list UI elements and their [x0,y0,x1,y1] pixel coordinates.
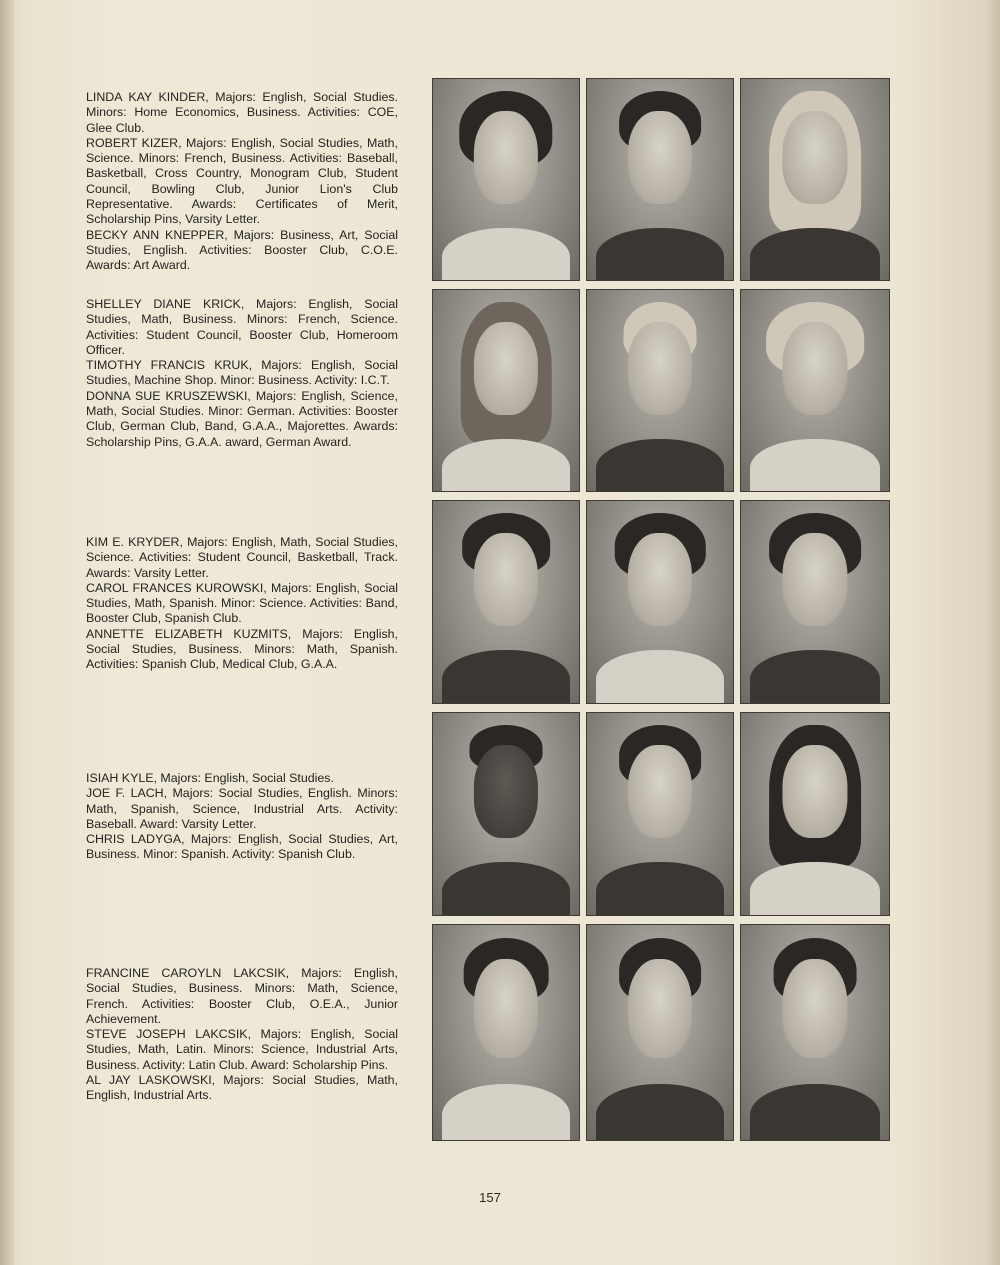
portrait-photo [740,924,890,1141]
senior-bio: BECKY ANN KNEPPER, Majors: Business, Art, Social Studies, English. Activities: Booster Club, C.O.E. Awards: Art Award. [86,227,398,273]
senior-bio: SHELLEY DIANE KRICK, Majors: English, Social Studies, Math, Business. Minors: French, Science. Activities: Student Council, Booster Club, Homeroom Officer. [86,297,398,357]
portrait-photo [432,78,580,281]
portrait-photo [432,712,580,916]
portrait-photo [586,924,734,1141]
senior-bio: DONNA SUE KRUSZEWSKI, Majors: English, Science, Math, Social Studies. Minor: German. Activities: Booster Club, German Club, Band, G.A.A., Majorettes. Awards: Scholarship Pins, G.A.A. award, German Award. [86,388,398,449]
portrait-photo [586,500,734,704]
portrait-photo [740,289,890,492]
portrait-photo [432,924,580,1141]
senior-bios-row-1 [86,90,398,274]
book-spine-shadow [0,0,14,1265]
senior-bio: TIMOTHY FRANCIS KRUK, Majors: English, Social Studies, Machine Shop. Minor: Business. Activity: I.C.T. [86,358,398,388]
portrait-photo [586,289,734,492]
page-number: 157 [479,1190,501,1205]
senior-bio: CAROL FRANCES KUROWSKI, Majors: English, Social Studies, Math, Spanish. Minor: Science. Activities: Band, Booster Club, Spanish Club. [86,580,398,626]
portrait-photo [740,712,890,916]
portrait-photo [740,78,890,281]
senior-bios-row-4 [86,771,398,863]
senior-bio: STEVE JOSEPH LAKCSIK, Majors: English, Social Studies, Math, Latin. Minors: Science, Industrial Arts, Business. Activity: Latin Club. Award: Scholarship Pins. [86,1027,398,1072]
senior-bios-row-2 [86,297,398,450]
senior-bio: LINDA KAY KINDER, Majors: English, Social Studies. Minors: Home Economics, Business. Activities: COE, Glee Club. [86,90,398,135]
senior-bio: ROBERT KIZER, Majors: English, Social Studies, Math, Science. Minors: French, Business. Activities: Baseball, Basketball, Cross Country, Monogram Club, Student Council, Bowling Club, Junior Lion's Club Representative. Awards: Certificates of Merit, Scholarship Pins, Varsity Letter. [86,135,398,227]
senior-bio: AL JAY LASKOWSKI, Majors: Social Studies, Math, English, Industrial Arts. [86,1073,398,1103]
portrait-photo [740,500,890,704]
senior-bio: JOE F. LACH, Majors: Social Studies, English. Minors: Math, Spanish, Science, Industrial Arts. Activity: Baseball. Award: Varsity Letter. [86,786,398,831]
senior-bio: ISIAH KYLE, Majors: English, Social Studies. [86,771,334,785]
senior-bios-row-5 [86,966,398,1104]
senior-bio: ANNETTE ELIZABETH KUZMITS, Majors: English, Social Studies, Business. Minors: Math, Spanish. Activities: Spanish Club, Medical Club, G.A.A. [86,626,398,672]
senior-bio: KIM E. KRYDER, Majors: English, Math, Social Studies, Science. Activities: Student Council, Basketball, Track. Awards: Varsity Letter. [86,535,398,580]
senior-bio: CHRIS LADYGA, Majors: English, Social Studies, Art, Business. Minor: Spanish. Activity: Spanish Club. [86,832,398,862]
portrait-photo [432,500,580,704]
portrait-photo [586,712,734,916]
portrait-grid [432,78,890,1141]
portrait-photo [586,78,734,281]
portrait-photo [432,289,580,492]
senior-bios-row-3 [86,535,398,673]
senior-bio: FRANCINE CAROYLN LAKCSIK, Majors: English, Social Studies, Business. Minors: Math, Science, French. Activities: Booster Club, O.E.A., Junior Achievement. [86,966,398,1026]
